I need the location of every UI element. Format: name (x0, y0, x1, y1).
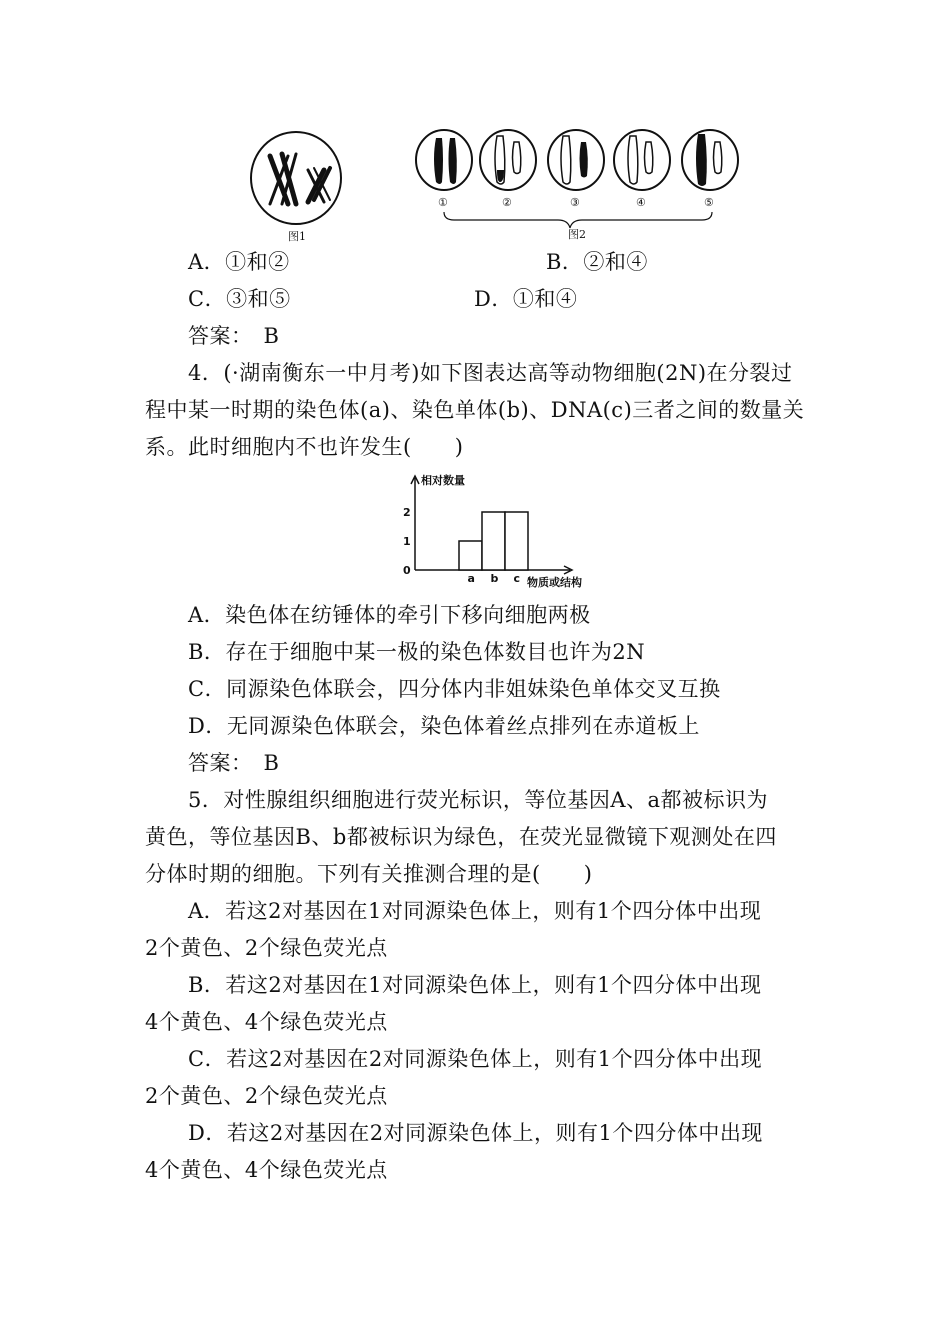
figure2-brace (444, 212, 712, 228)
figure2-cell-1 (416, 130, 472, 190)
bar-c (505, 512, 528, 570)
q4-option-a: A．染色体在纺锤体的牵引下移向细胞两极 (188, 603, 591, 627)
q5-stem-line-2: 黄色，等位基因B、b都被标识为绿色，在荧光显微镜下观测处在四 (145, 825, 777, 849)
q5-option-d-line-1: D．若这2对基因在2对同源染色体上，则有1个四分体中出现 (188, 1121, 763, 1145)
circle-label-2: ② (502, 196, 512, 209)
x-tick-label-c: c (513, 572, 521, 585)
figure1-caption: 图1 (288, 230, 306, 243)
q5-option-d-line-2: 4个黄色、4个绿色荧光点 (145, 1158, 388, 1182)
y-tick-label: 2 (403, 506, 411, 519)
q5-option-b-line-2: 4个黄色、4个绿色荧光点 (145, 1010, 388, 1034)
q3-option-b: B．②和④ (546, 250, 648, 274)
circle-label-5: ⑤ (704, 196, 714, 209)
q4-bar-chart (395, 470, 605, 590)
q5-option-c-line-2: 2个黄色、2个绿色荧光点 (145, 1084, 388, 1108)
x-tick-label-b: b (490, 572, 499, 585)
figure2-caption: 图2 (568, 228, 586, 241)
q4-option-c: C．同源染色体联会，四分体内非姐妹染色单体交叉互换 (188, 677, 721, 701)
figure1-cell (251, 132, 341, 224)
q4-stem-line-1: 4．(·湖南衡东一中月考)如下图表达高等动物细胞(2N)在分裂过 (188, 361, 793, 385)
q5-option-a-line-2: 2个黄色、2个绿色荧光点 (145, 936, 388, 960)
q3-option-a: A．①和② (188, 250, 290, 274)
figure1-chromosomes (270, 154, 330, 204)
x-tick-label-a: a (467, 572, 475, 585)
bar-a (459, 541, 482, 570)
y-tick-label: 0 (403, 564, 411, 577)
q3-option-c: C．③和⑤ (188, 287, 291, 311)
q4-stem-line-3: 系。此时细胞内不也许发生( ) (145, 435, 464, 459)
q5-option-b-line-1: B．若这2对基因在1对同源染色体上，则有1个四分体中出现 (188, 973, 762, 997)
circle-label-4: ④ (636, 196, 646, 209)
bar-b (482, 512, 505, 570)
q4-stem-line-2: 程中某一时期的染色体(a)、染色单体(b)、DNA(c)三者之间的数量关 (145, 398, 805, 422)
chart-ylabel: 相对数量 (421, 474, 465, 487)
figure2-cell-2 (480, 130, 536, 190)
q3-answer: 答案： B (188, 324, 280, 348)
q5-stem-line-1: 5．对性腺组织细胞进行荧光标识，等位基因A、a都被标识为 (188, 788, 769, 812)
figure2-cell-4 (614, 130, 670, 190)
circle-label-3: ③ (570, 196, 580, 209)
q3-option-d: D．①和④ (474, 287, 578, 311)
q5-stem-line-3: 分体时期的细胞。下列有关推测合理的是( ) (145, 862, 593, 886)
q4-option-b: B．存在于细胞中某一极的染色体数目也许为2N (188, 640, 646, 664)
q4-option-d: D．无同源染色体联会，染色体着丝点排列在赤道板上 (188, 714, 700, 738)
q5-option-c-line-1: C．若这2对基因在2对同源染色体上，则有1个四分体中出现 (188, 1047, 763, 1071)
q5-option-a-line-1: A．若这2对基因在1对同源染色体上，则有1个四分体中出现 (188, 899, 762, 923)
chart-xlabel: 物质或结构 (527, 576, 582, 589)
figure2-cell-5 (682, 130, 738, 190)
y-tick-label: 1 (403, 535, 411, 548)
circle-label-1: ① (438, 196, 448, 209)
chromosome-figure (240, 120, 760, 245)
figure2-cell-3 (548, 130, 604, 190)
q4-answer: 答案： B (188, 751, 280, 775)
